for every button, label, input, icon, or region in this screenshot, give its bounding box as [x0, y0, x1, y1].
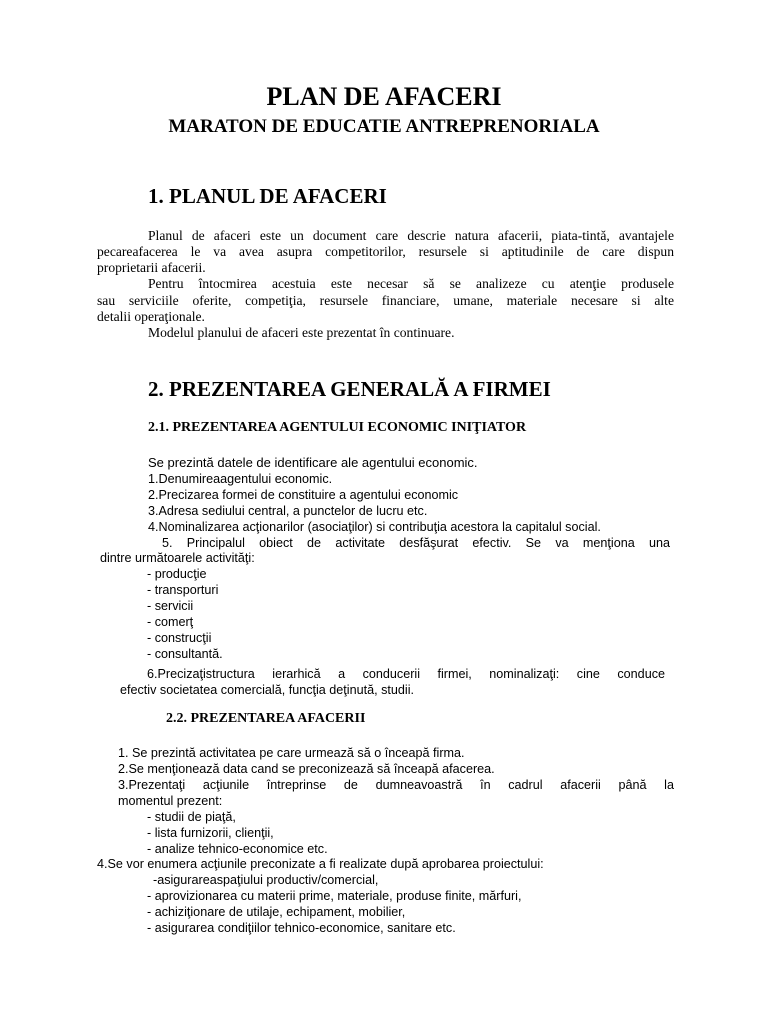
activity-item: - achiziţionare de utilaje, echipament, mobilier, [147, 905, 406, 919]
section-1-paragraph-line: Modelul planului de afaceri este prezentat în continuare. [148, 325, 455, 340]
activity-item: - analize tehnico-economice etc. [147, 842, 328, 856]
section-1-paragraph-line: proprietarii afacerii. [97, 260, 206, 275]
activity-item: - studii de piaţă, [147, 810, 236, 824]
activity-item: - lista furnizorii, clienţii, [147, 826, 274, 840]
list-item: 1. Se prezintă activitatea pe care urmează să o înceapă firma. [118, 746, 465, 760]
activity-item: - construcţii [147, 631, 212, 645]
list-item: 4.Se vor enumera acţiunile preconizate a fi realizate după aprobarea proiectului: [97, 857, 544, 871]
list-item: 1.Denumireaagentului economic. [148, 472, 333, 486]
activity-item: - servicii [147, 599, 194, 613]
section-1-heading: 1. PLANUL DE AFACERI [148, 184, 387, 208]
list-item: 3.Adresa sediului central, a punctelor de lucru etc. [148, 504, 428, 518]
section-1-paragraph-line: Pentru întocmirea acestuia este necesar să se analizeze cu atenţie produsele [148, 276, 674, 291]
activity-item: - transporturi [147, 583, 219, 597]
list-item: 3.Prezentaţi acţiunile întreprinse de dumneavoastră în cadrul afacerii până la [118, 778, 674, 792]
page-subtitle: MARATON DE EDUCATIE ANTREPRENORIALA [168, 116, 600, 137]
list-item: efectiv societatea comercială, funcţia deţinută, studii. [120, 683, 415, 697]
section-1-paragraph-line: pecareafacerea le va avea asupra competitorilor, resursele si aptitudinile de care dispun [97, 244, 674, 259]
section-1-paragraph-line: Planul de afaceri este un document care descrie natura afacerii, piata-tintă, avantajele [148, 228, 674, 243]
list-item: 2.Precizarea formei de constituire a agentului economic [148, 488, 459, 502]
activity-item: - comerţ [147, 615, 194, 629]
page-title: PLAN DE AFACERI [266, 82, 502, 111]
subsection-2-1-intro: Se prezintă datele de identificare ale agentului economic. [148, 455, 478, 470]
list-item: momentul prezent: [118, 794, 223, 808]
list-item: dintre următoarele activităţi: [100, 551, 255, 565]
subsection-2-2-heading: 2.2. PREZENTAREA AFACERII [166, 711, 366, 726]
activity-item: -asigurareaspaţiului productiv/comercial, [153, 873, 379, 887]
activity-item: - aprovizionarea cu materii prime, materiale, produse finite, mărfuri, [147, 889, 522, 903]
section-1-paragraph-line: detalii operaţionale. [97, 309, 205, 324]
list-item: 2.Se menţionează data cand se preconizează să înceapă afacerea. [118, 762, 495, 776]
section-2-heading: 2. PREZENTAREA GENERALĂ A FIRMEI [148, 377, 551, 401]
activity-item: - asigurarea condiţiilor tehnico-economice, sanitare etc. [147, 921, 456, 935]
list-item: 6.Precizaţistructura ierarhică a conducerii firmei, nominalizaţi: cine conduce [147, 667, 665, 681]
list-item: 5. Principalul obiect de activitate desfăşurat efectiv. Se va menţiona una [162, 536, 670, 550]
activity-item: - producţie [147, 567, 207, 581]
list-item: 4.Nominalizarea acţionarilor (asociaţilor) si contribuţia acestora la capitalul social. [148, 520, 601, 534]
section-1-paragraph-line: sau serviciile oferite, competiţia, resursele financiare, umane, materiale necesare si alte [97, 293, 674, 308]
subsection-2-1-heading: 2.1. PREZENTAREA AGENTULUI ECONOMIC INIŢIATOR [148, 420, 527, 435]
activity-item: - consultantă. [147, 647, 223, 661]
